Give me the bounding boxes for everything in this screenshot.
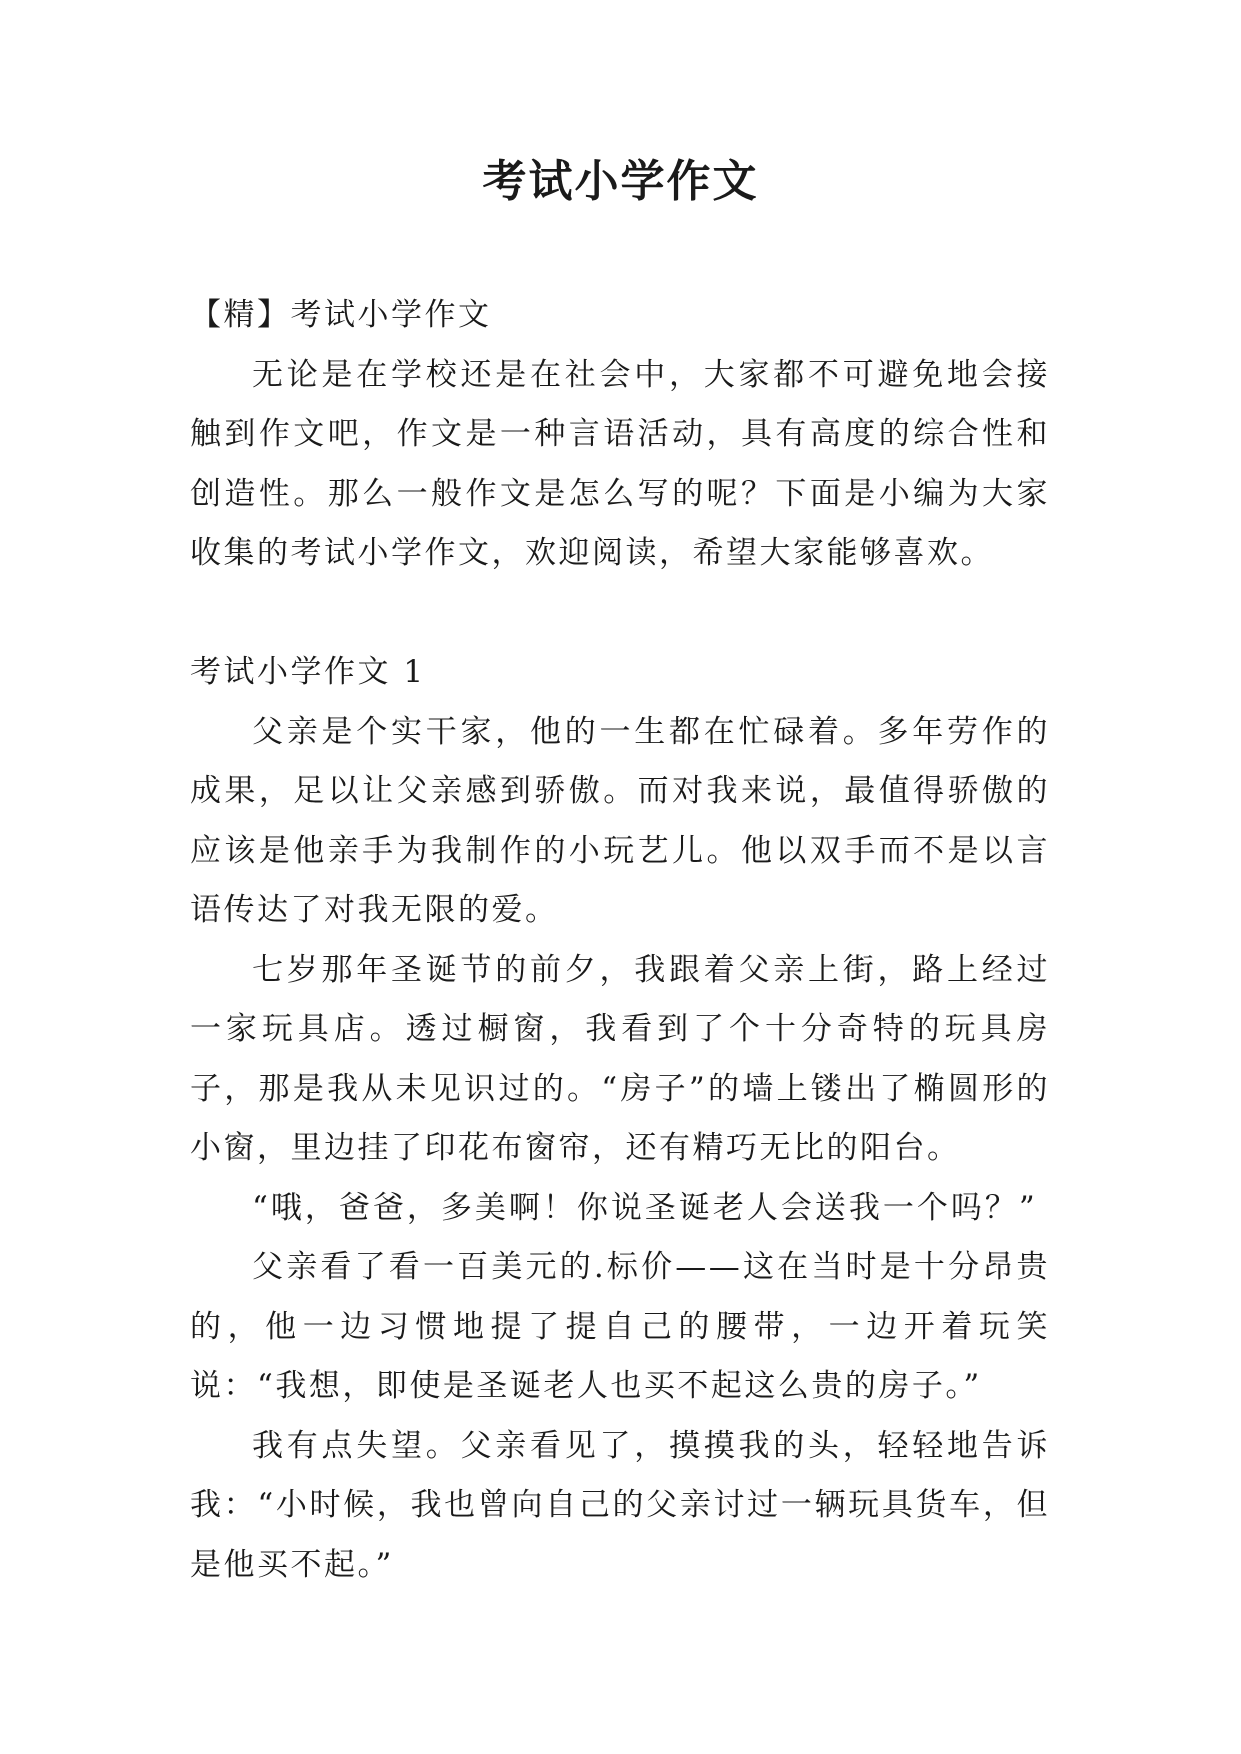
document-subtitle: 【精】考试小学作文 [190, 297, 492, 333]
body-paragraph-3: “哦，爸爸，多美啊！你说圣诞老人会送我一个吗？” [252, 1189, 1038, 1226]
intro-paragraph: 无论是在学校还是在社会中，大家都不可避免地会接触到作文吧，作文是一种言语活动，具有高度的综合性和创造性。那么一般作文是怎么写的呢？下面是小编为大家收集的考试小学作文，欢迎阅读，希望大家能够喜欢。 [190, 356, 1050, 571]
section-heading: 考试小学作文 1 [190, 654, 426, 690]
body-paragraph-2: 七岁那年圣诞节的前夕，我跟着父亲上街，路上经过一家玩具店。透过橱窗，我看到了个十分奇特的玩具房子，那是我从未见识过的。“房子”的墙上镂出了椭圆形的小窗，里边挂了印花布窗帘，还有精巧无比的阳台。 [190, 951, 1050, 1166]
body-paragraph-5: 我有点失望。父亲看见了，摸摸我的头，轻轻地告诉我：“小时候，我也曾向自己的父亲讨过一辆玩具货车，但是他买不起。” [190, 1427, 1050, 1583]
document-body [190, 286, 1050, 1595]
body-paragraph-1: 父亲是个实干家，他的一生都在忙碌着。多年劳作的成果，足以让父亲感到骄傲。而对我来说，最值得骄傲的应该是他亲手为我制作的小玩艺儿。他以双手而不是以言语传达了对我无限的爱。 [190, 713, 1050, 928]
body-paragraph-4: 父亲看了看一百美元的.标价——这在当时是十分昂贵的，他一边习惯地提了提自己的腰带，一边开着玩笑说：“我想，即使是圣诞老人也买不起这么贵的房子。” [190, 1249, 1050, 1404]
section-spacer [190, 584, 1050, 644]
document-title: 考试小学作文 [482, 156, 759, 207]
